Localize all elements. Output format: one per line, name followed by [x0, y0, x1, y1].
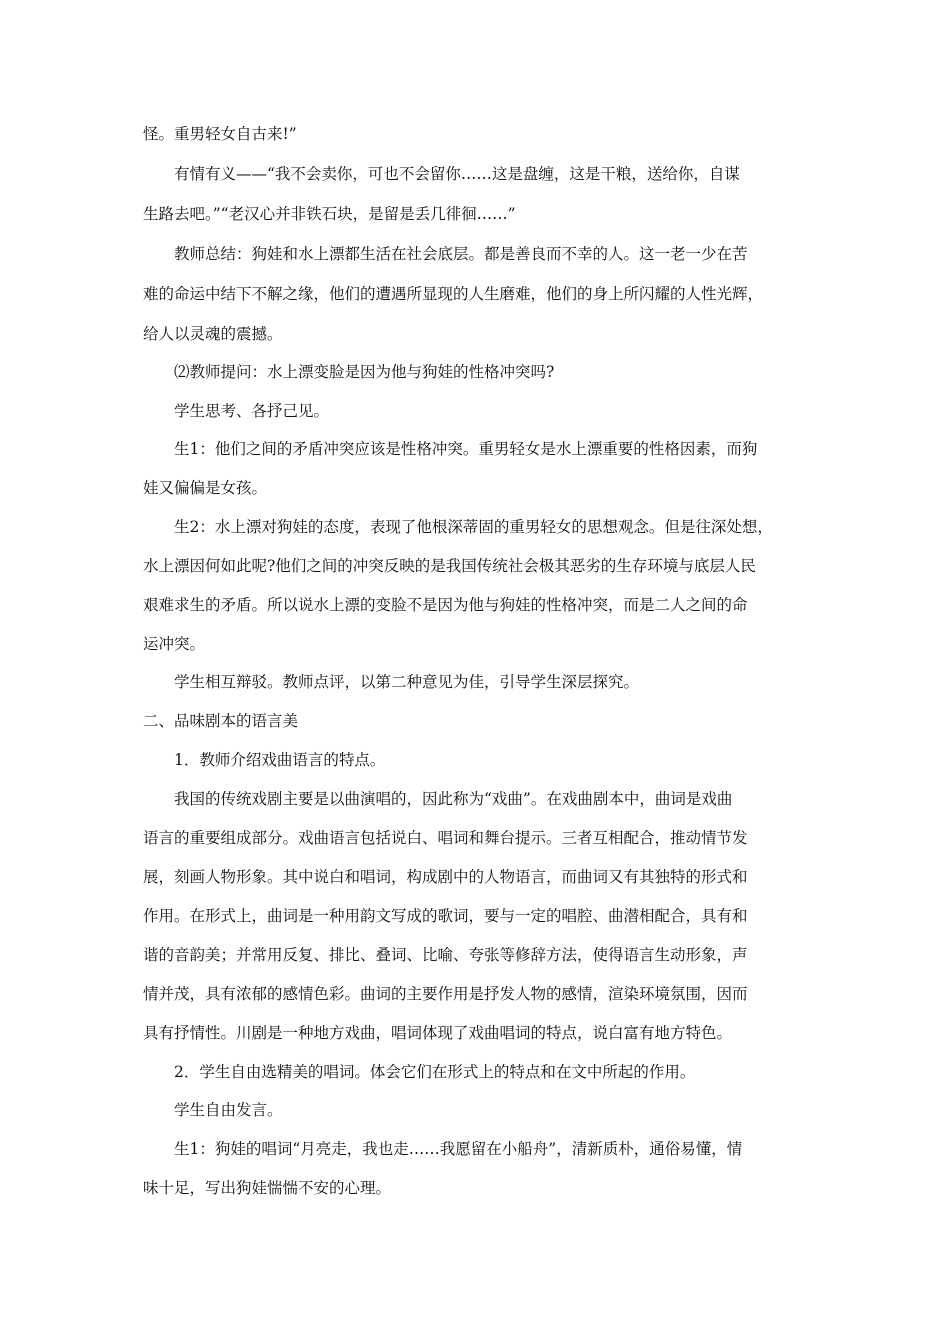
paragraph-line: 1．教师介绍戏曲语言的特点。 — [174, 751, 386, 769]
paragraph-line: 生路去吧。”“老汉心并非铁石块，是留是丢几徘徊……” — [143, 205, 516, 223]
paragraph-line: 难的命运中结下不解之缘，他们的遭遇所显现的人生磨难，他们的身上所闪耀的人性光辉， — [143, 285, 764, 303]
paragraph-line: 我国的传统戏剧主要是以曲演唱的，因此称为“戏曲”。在戏曲剧本中，曲词是戏曲 — [174, 790, 733, 808]
paragraph-line: 作用。在形式上，曲词是一种用韵文写成的歌词，要与一定的唱腔、曲潜相配合，具有和 — [143, 907, 748, 925]
paragraph-line: 情并茂，具有浓郁的感情色彩。曲词的主要作用是抒发人物的感情，渲染环境氛围，因而 — [143, 985, 748, 1003]
paragraph-line: 具有抒情性。川剧是一种地方戏曲，唱词体现了戏曲唱词的特点，说白富有地方特色。 — [143, 1024, 733, 1042]
paragraph-line: 生1：他们之间的矛盾冲突应该是性格冲突。重男轻女是水上漂重要的性格因素，而狗 — [174, 440, 758, 458]
paragraph-line: 生1：狗娃的唱词“月亮走，我也走……我愿留在小船舟”，清新质朴，通俗易懂，情 — [174, 1140, 743, 1158]
paragraph-line: 语言的重要组成部分。戏曲语言包括说白、唱词和舞台提示。三者互相配合，推动情节发 — [143, 829, 748, 847]
paragraph-line: 教师总结：狗娃和水上漂都生活在社会底层。都是善良而不幸的人。这一老一少在苦 — [174, 245, 748, 263]
paragraph-line: 学生自由发言。 — [174, 1101, 283, 1119]
section-heading: 二、品味剧本的语言美 — [143, 712, 299, 730]
paragraph-line: 生2：水上漂对狗娃的态度，表现了他根深蒂固的重男轻女的思想观念。但是往深处想， — [174, 518, 773, 536]
paragraph-line: 味十足，写出狗娃惴惴不安的心理。 — [143, 1179, 392, 1197]
paragraph-line: 娃又偏偏是女孩。 — [143, 479, 268, 497]
paragraph-line: 有情有义——“我不会卖你，可也不会留你……这是盘缠，这是干粮，送给你，自谋 — [174, 165, 740, 183]
paragraph-line: 展，刻画人物形象。其中说白和唱词，构成剧中的人物语言，而曲词又有其独特的形式和 — [143, 868, 748, 886]
paragraph-line: 给人以灵魂的震撼。 — [143, 325, 283, 343]
paragraph-line: 2．学生自由选精美的唱词。体会它们在形式上的特点和在文中所起的作用。 — [174, 1063, 696, 1081]
paragraph-line: 水上漂因何如此呢?他们之间的冲突反映的是我国传统社会极其恶劣的生存环境与底层人民 — [143, 557, 756, 575]
paragraph-line: ⑵教师提问：水上漂变脸是因为他与狗娃的性格冲突吗? — [174, 363, 555, 381]
paragraph-line: 运冲突。 — [143, 635, 206, 653]
paragraph-line: 谐的音韵美；并常用反复、排比、叠词、比喻、夸张等修辞方法，使得语言生动形象，声 — [143, 946, 748, 964]
paragraph-line: 学生相互辩驳。教师点评，以第二种意见为佳，引导学生深层探究。 — [174, 673, 640, 691]
paragraph-line: 怪。重男轻女自古来!” — [143, 125, 297, 143]
paragraph-line: 学生思考、各抒己见。 — [174, 402, 330, 420]
paragraph-line: 艰难求生的矛盾。所以说水上漂的变脸不是因为他与狗娃的性格冲突，而是二人之间的命 — [143, 596, 748, 614]
